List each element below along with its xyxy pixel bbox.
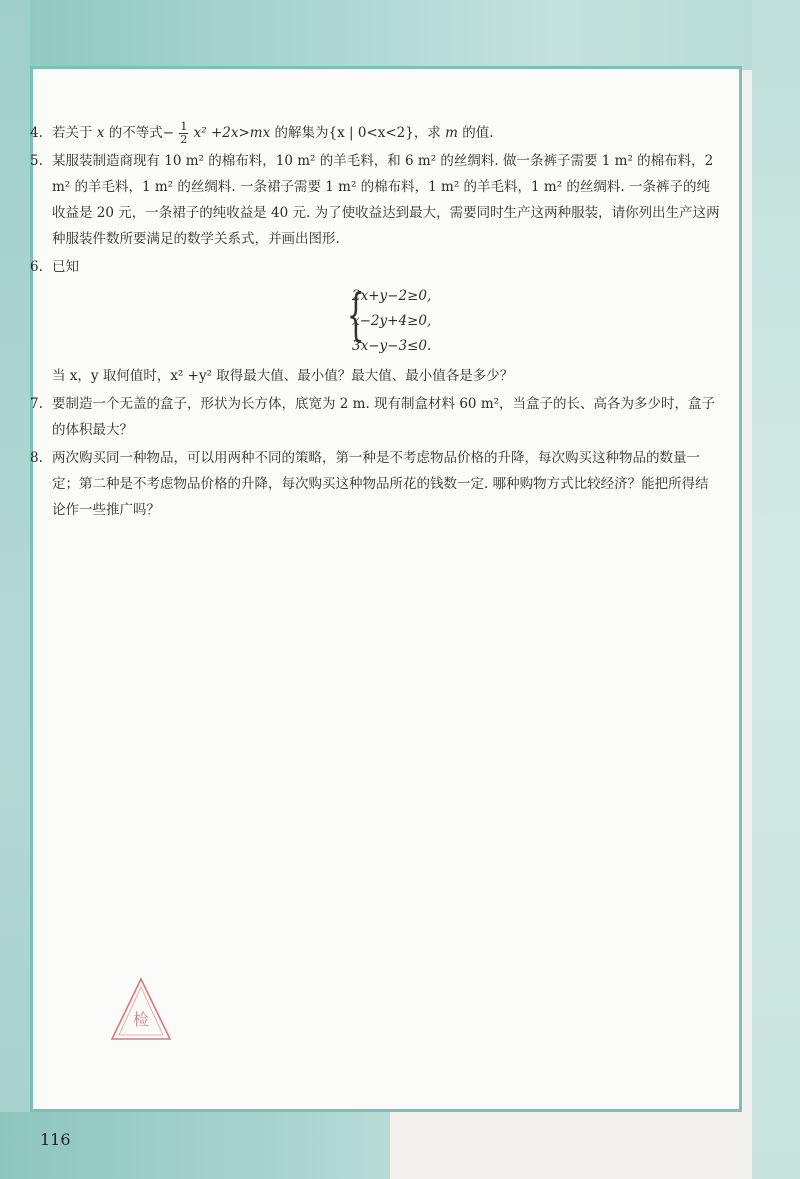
math-expression: x² +2x>mx bbox=[193, 125, 271, 141]
page-number: 116 bbox=[40, 1130, 71, 1149]
inequality: 3x−y−3≤0. bbox=[352, 338, 432, 354]
problem-number: 5. bbox=[30, 153, 43, 169]
problem-number: 7. bbox=[30, 396, 43, 412]
problem-5 bbox=[30, 148, 720, 252]
problem-text: 若关于 bbox=[52, 125, 93, 141]
problem-4 bbox=[30, 120, 720, 146]
math-variable: x bbox=[96, 125, 105, 141]
top-decorative-band bbox=[0, 0, 800, 70]
fraction-denominator: 2 bbox=[180, 133, 188, 146]
problem-text: 某服装制造商现有 10 m² 的棉布料，10 m² 的羊毛料，和 6 m² 的丝绸料. 做一条裤子需要 1 m² 的棉布料，2 m² 的羊毛料，1 m² 的丝绸料. 一条裙子需要 1 m² 的棉布料，1 m² 的羊毛料，1 m² 的丝绸料. 一条裤子的纯收益是 20 元，一条裙子的纯收益是 40 元. 为了使收益达到最大，需要同时生产这两种服装，请你列出生产这两种服装件数所要满足的数学关系式，并画出图形. bbox=[52, 153, 720, 247]
problem-text: 两次购买同一种物品，可以用两种不同的策略，第一种是不考虑物品价格的升降，每次购买这种物品的数量一定；第二种是不考虑物品价格的升降，每次购买这种物品所花的钱数一定. 哪种购物方式比较经济？能把所得结论作一些推广吗？ bbox=[52, 450, 709, 518]
brace-icon: { bbox=[346, 283, 365, 348]
left-decorative-band bbox=[0, 0, 30, 1179]
fraction-numerator: 1 bbox=[180, 120, 188, 133]
problem-question: 当 x，y 取何值时，x² +y² 取得最大值、最小值？最大值、最小值各是多少？ bbox=[52, 368, 514, 384]
problem-text: 要制造一个无盖的盒子，形状为长方体，底宽为 2 m. 现有制盒材料 60 m²，当盒子的长、高各为多少时，盒子的体积最大？ bbox=[52, 396, 716, 438]
problem-text: 已知 bbox=[52, 259, 79, 275]
problem-number: 6. bbox=[30, 259, 43, 275]
math-variable: m bbox=[445, 125, 458, 141]
problem-6 bbox=[30, 254, 720, 389]
problem-number: 8. bbox=[30, 450, 43, 466]
stamp-text: 检 bbox=[132, 1010, 150, 1029]
fraction bbox=[179, 121, 188, 146]
problem-number: 4. bbox=[30, 125, 43, 141]
inspection-stamp-icon bbox=[108, 975, 174, 1045]
inequality: 2x+y−2≥0, bbox=[352, 288, 432, 304]
inequality: x−2y+4≥0, bbox=[352, 313, 432, 329]
right-decorative-band bbox=[752, 0, 800, 1179]
problem-text: 的值. bbox=[462, 125, 494, 141]
problem-text: 的不等式− bbox=[108, 125, 175, 141]
exercise-list bbox=[30, 120, 720, 525]
problem-8 bbox=[30, 445, 720, 523]
inequality-system bbox=[342, 284, 720, 359]
problem-text: 的解集为{x | 0<x<2}，求 bbox=[274, 125, 441, 141]
problem-7 bbox=[30, 391, 720, 443]
